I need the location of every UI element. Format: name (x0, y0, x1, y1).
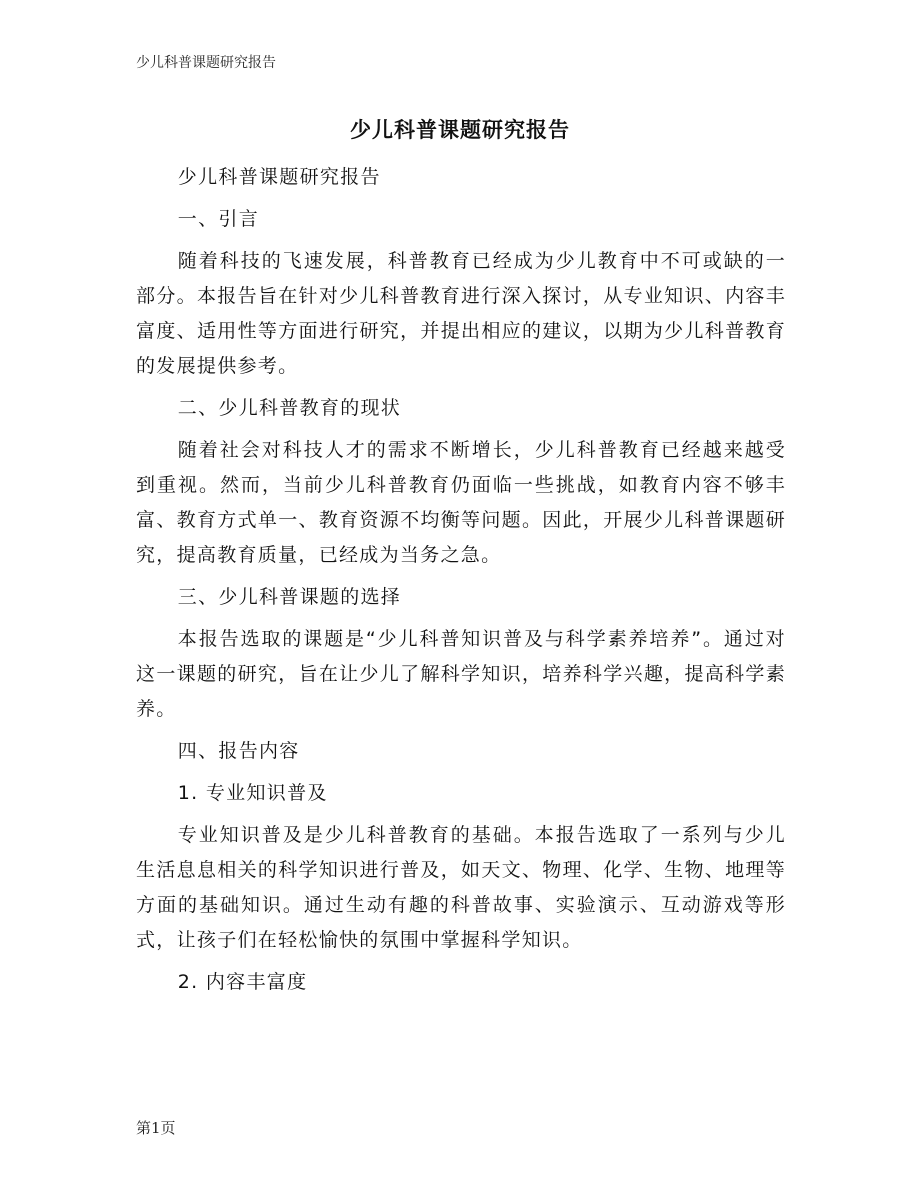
document-body (136, 160, 786, 1000)
page-number: 第1页 (136, 1119, 176, 1137)
section-heading-status: 二、少儿科普教育的现状 (177, 397, 402, 419)
body-paragraph: 随着社会对科技人才的需求不断增长，少儿科普教育已经越来越受到重视。然而，当前少儿科普教育仍面临一些挑战，如教育内容不够丰富、教育方式单一、教育资源不均衡等问题。因此，开展少儿科普课题研究，提高教育质量，已经成为当务之急。 (136, 439, 786, 566)
body-paragraph: 专业知识普及是少儿科普教育的基础。本报告选取了一系列与少儿生活息息相关的科学知识进行普及，如天文、物理、化学、生物、地理等方面的基础知识。通过生动有趣的科普故事、实验演示、互动游戏等形式，让孩子们在轻松愉快的氛围中掌握科学知识。 (136, 824, 786, 951)
section-heading-introduction: 一、引言 (177, 208, 259, 230)
body-paragraph: 本报告选取的课题是“少儿科普知识普及与科学素养培养”。通过对这一课题的研究，旨在让少儿了解科学知识，培养科学兴趣，提高科学素养。 (136, 628, 786, 720)
section-heading-report-content: 四、报告内容 (177, 740, 300, 762)
body-paragraph: 随着科技的飞速发展，科普教育已经成为少儿教育中不可或缺的一部分。本报告旨在针对少儿科普教育进行深入探讨，从专业知识、内容丰富度、适用性等方面进行研究，并提出相应的建议，以期为少儿科普教育的发展提供参考。 (136, 250, 786, 377)
running-header: 少儿科普课题研究报告 (136, 55, 276, 71)
subsection-heading-knowledge: 1. 专业知识普及 (177, 782, 328, 804)
subtitle-paragraph: 少儿科普课题研究报告 (177, 166, 381, 188)
document-title: 少儿科普课题研究报告 (350, 117, 570, 142)
subsection-heading-richness: 2. 内容丰富度 (177, 971, 308, 993)
section-heading-topic-selection: 三、少儿科普课题的选择 (177, 586, 402, 608)
